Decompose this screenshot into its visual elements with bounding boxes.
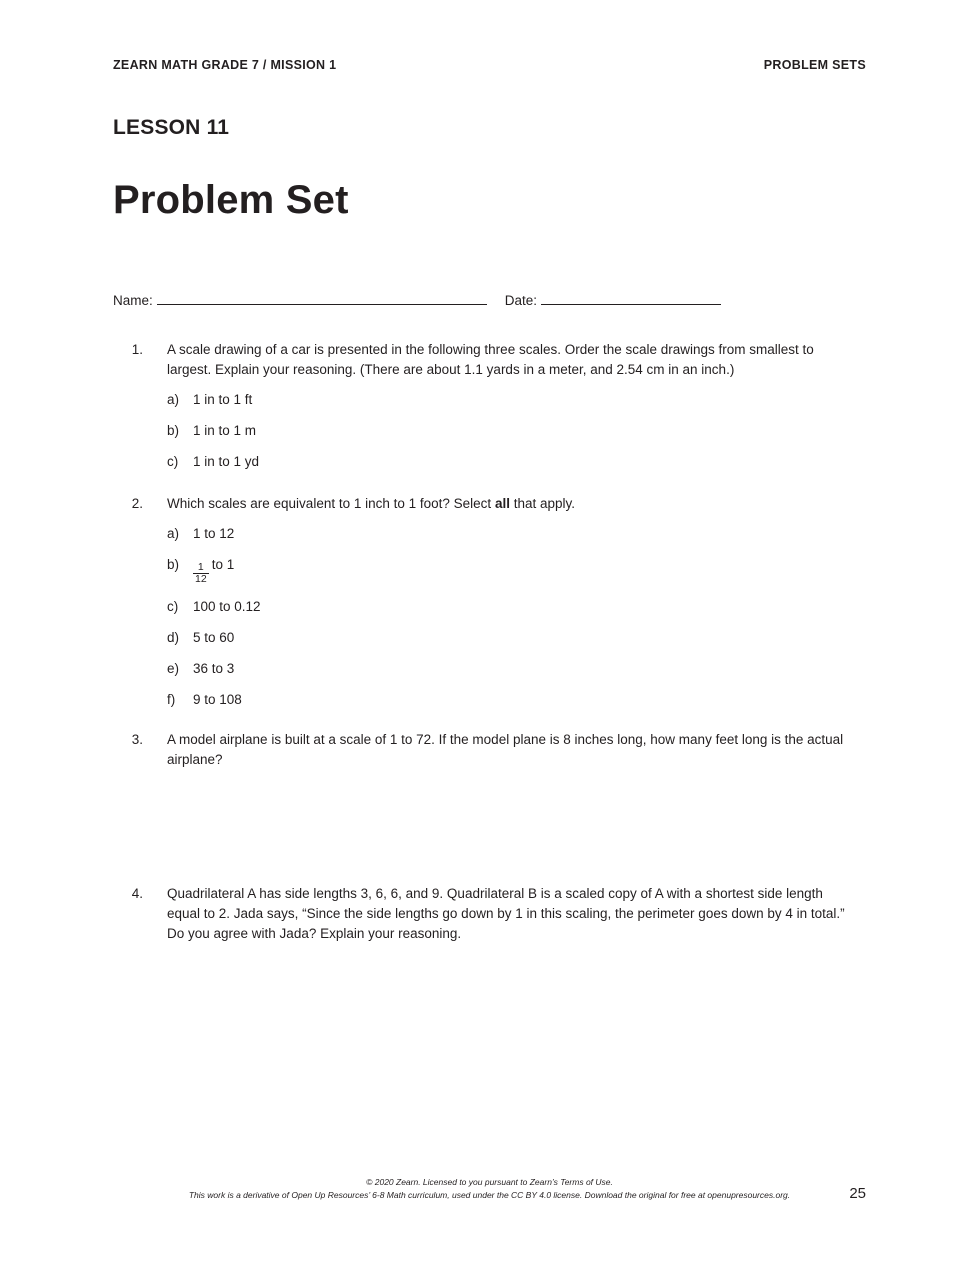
choice-text-rest: to 1 [211, 557, 235, 572]
choice-text: 36 to 3 [193, 661, 235, 677]
problem-number: 4. [131, 886, 143, 902]
choice-list [167, 524, 866, 710]
header-course-label: ZEARN MATH GRADE 7 / MISSION 1 [113, 58, 337, 72]
problem-text [167, 494, 575, 514]
choice-text [193, 555, 234, 584]
fraction-numerator: 1 [197, 561, 204, 573]
choice-text: 1 to 12 [193, 526, 235, 541]
name-date-line [113, 292, 866, 308]
problem-text: Quadrilateral A has side lengths 3, 6, 6, and 9. Quadrilateral B is a scaled copy of A with a shortest side length equal to 2. Jada says, “Since the side lengths go down by 1 in this scaling, the perimeter goes down by 4 in total.” Do you agree with Jada? Explain your reasoning. [167, 886, 845, 942]
choice-letter: c) [167, 599, 179, 615]
problem-text-part: Which scales are equivalent to 1 inch to 1 foot? Select [167, 496, 495, 511]
problem-text: A scale drawing of a car is presented in the following three scales. Order the scale drawings from smallest to largest. Explain your reasoning. (There are about 1.1 yards in a meter, and 2.54 cm in an inch.) [167, 342, 814, 377]
choice-list [167, 390, 866, 472]
page-number: 25 [849, 1185, 866, 1202]
page-header [113, 58, 866, 72]
name-label: Name: [113, 293, 153, 308]
choice-letter: c) [167, 454, 179, 469]
problem-item [113, 884, 866, 954]
choice-letter: b) [167, 423, 180, 438]
choice-letter: f) [167, 692, 176, 708]
date-label: Date: [504, 293, 538, 308]
problem-text-emphasis: all [494, 496, 510, 511]
problem-number: 1. [131, 342, 143, 357]
answer-space[interactable] [113, 944, 866, 954]
header-section-label: PROBLEM SETS [763, 58, 866, 72]
date-input[interactable] [541, 292, 721, 305]
choice-item[interactable] [167, 555, 866, 584]
fraction [193, 562, 209, 585]
problem-text-part: that apply. [509, 496, 575, 511]
page-title: Problem Set [113, 178, 349, 222]
page-footer [113, 1176, 866, 1202]
problem-item [113, 730, 866, 866]
choice-letter: b) [167, 557, 180, 572]
answer-space[interactable] [113, 770, 866, 866]
choice-letter: a) [167, 392, 180, 407]
footer-copyright: © 2020 Zearn. Licensed to you pursuant to Zearn’s Terms of Use. [366, 1177, 613, 1187]
problem-list [113, 340, 866, 970]
choice-text: 1 in to 1 ft [193, 392, 253, 407]
problem-item [113, 340, 866, 472]
choice-item[interactable] [167, 452, 866, 472]
choice-text: 5 to 60 [193, 630, 235, 646]
problem-item [113, 494, 866, 710]
choice-text: 100 to 0.12 [193, 599, 261, 615]
footer-license: This work is a derivative of Open Up Resources’ 6-8 Math curriculum, used under the CC BY 4.0 license. Download the original for free at openupresources.org. [188, 1190, 791, 1200]
choice-item[interactable] [167, 597, 866, 617]
choice-letter: a) [167, 526, 180, 541]
choice-letter: e) [167, 661, 180, 677]
name-input[interactable] [157, 292, 487, 305]
choice-text: 1 in to 1 yd [193, 454, 260, 469]
choice-item[interactable] [167, 659, 866, 679]
problem-number: 3. [131, 732, 143, 748]
fraction-denominator: 12 [195, 573, 207, 586]
choice-item[interactable] [167, 690, 866, 710]
choice-text: 9 to 108 [193, 692, 242, 708]
choice-letter: d) [167, 630, 180, 646]
choice-item[interactable] [167, 628, 866, 648]
lesson-label: LESSON 11 [113, 116, 230, 139]
choice-item[interactable] [167, 524, 866, 544]
problem-text: A model airplane is built at a scale of 1 to 72. If the model plane is 8 inches long, how many feet long is the actual airplane? [167, 732, 844, 768]
choice-item[interactable] [167, 421, 866, 441]
choice-text: 1 in to 1 m [193, 423, 257, 438]
choice-item[interactable] [167, 390, 866, 410]
problem-number: 2. [131, 496, 143, 511]
